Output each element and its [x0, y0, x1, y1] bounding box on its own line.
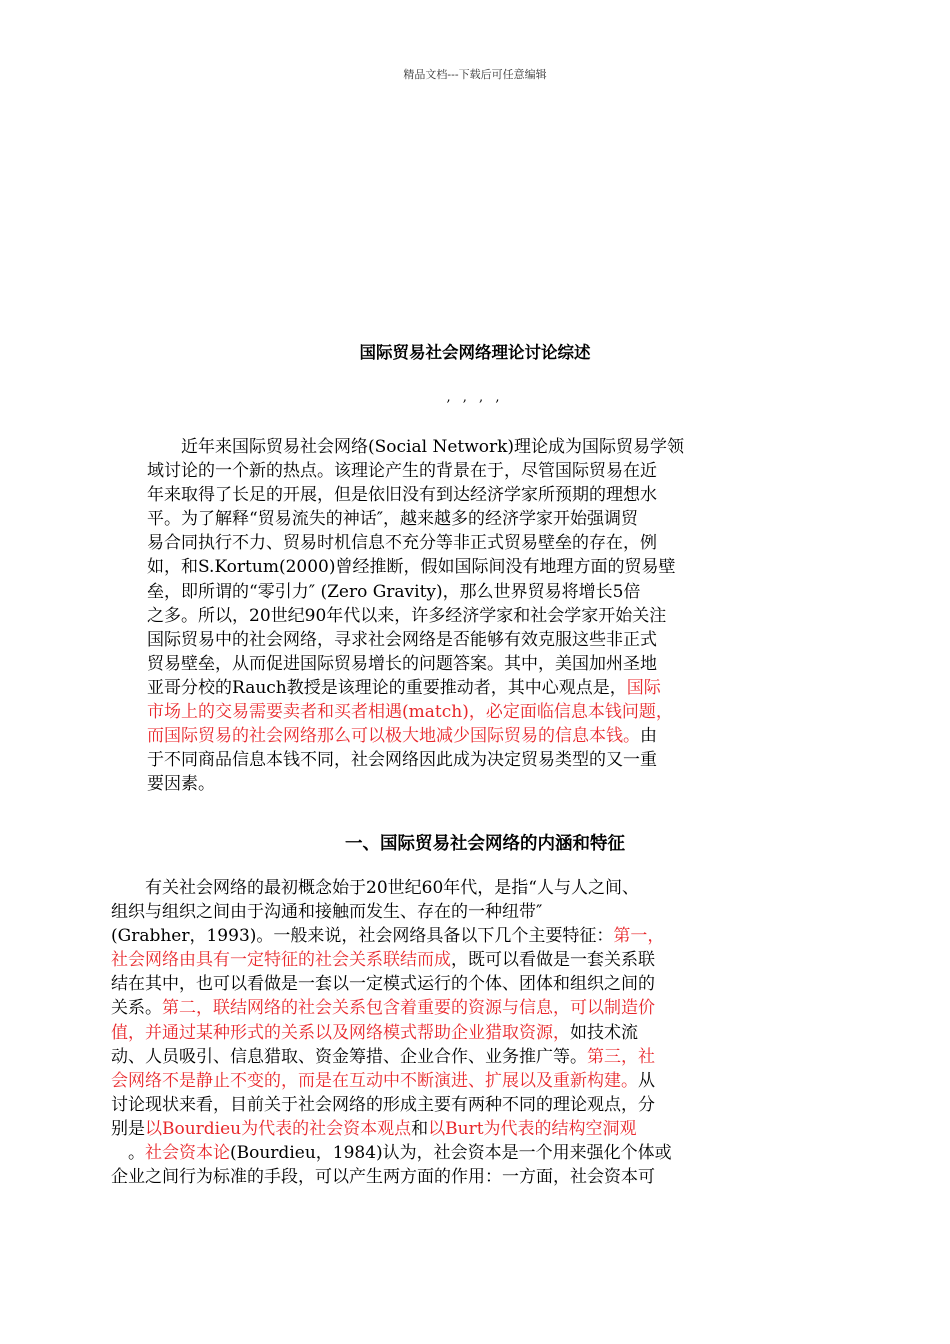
text-line	[111, 900, 811, 924]
text-line	[111, 1117, 811, 1141]
text-run: 垒，即所谓的“零引力″ (Zero Gravity)，那么世界贸易将增长5倍	[147, 581, 641, 602]
text-run: 之多。所以，20世纪90年代以来，许多经济学家和社会学家开始关注	[147, 605, 667, 626]
text-run: ，既可以看做是一套关系联	[451, 950, 655, 971]
text-line	[111, 948, 811, 972]
text-line	[111, 972, 811, 996]
text-run: 要因素。	[147, 774, 215, 795]
text-run: 别是	[111, 1118, 145, 1139]
text-run: 和	[411, 1118, 429, 1139]
highlighted-text: 会网络不是静止不变的，而是在互动中不断演进、扩展以及重新构建。	[111, 1070, 638, 1091]
highlighted-text: 市场上的交易需要卖者和买者相遇(match)，必定面临信息本钱问题，	[147, 702, 673, 723]
text-line	[147, 628, 807, 652]
text-line	[111, 924, 811, 948]
text-run: 平。为了解释“贸易流失的神话″，越来越多的经济学家开始强调贸	[147, 509, 639, 530]
text-line	[147, 724, 807, 748]
body-paragraph	[111, 876, 811, 1189]
text-line	[111, 1069, 811, 1093]
abstract-paragraph	[147, 435, 807, 796]
text-run: 如，和S.Kortum(2000)曾经推断，假如国际间没有地理方面的贸易壁	[147, 557, 676, 578]
highlighted-text: 值，并通过某种形式的关系以及网络模式帮助企业猎取资源，	[111, 1022, 570, 1043]
highlighted-text: 第一，	[613, 926, 665, 947]
text-run: 年来取得了长足的开展，但是依旧没有到达经济学家所预期的理想水	[147, 485, 657, 506]
highlighted-text: 社会网络由具有一定特征的社会关系联结而成	[111, 950, 451, 971]
highlighted-text: 第三，社	[587, 1046, 655, 1067]
text-run: 域讨论的一个新的热点。该理论产生的背景在于，尽管国际贸易在近	[147, 461, 657, 482]
text-line	[147, 580, 807, 604]
text-run: 亚哥分校的Rauch教授是该理论的重要推动者，其中心观点是，	[147, 677, 627, 698]
text-run: 国际贸易中的社会网络，寻求社会网络是否能够有效克服这些非正式	[147, 629, 657, 650]
highlighted-text: 而国际贸易的社会网络那么可以极大地减少国际贸易的信息本钱。	[147, 726, 640, 747]
text-line	[111, 1165, 811, 1189]
text-line	[147, 435, 807, 459]
text-line	[147, 700, 807, 724]
text-line	[111, 996, 811, 1020]
text-line	[111, 1021, 811, 1045]
section-heading-text: 一、国际贸易社会网络的内涵和特征	[345, 834, 625, 854]
highlighted-text: 以Burt为代表的结构空洞观	[428, 1118, 637, 1139]
text-run: 近年来国际贸易社会网络(Social Network)理论成为国际贸易学领	[147, 437, 685, 457]
text-run: 贸易壁垒，从而促进国际贸易增长的问题答案。其中，美国加州圣地	[147, 653, 657, 674]
text-line	[111, 1093, 811, 1117]
text-line	[147, 483, 807, 507]
authors-line: , , , ,	[446, 390, 504, 405]
document-title: 国际贸易社会网络理论讨论综述	[359, 343, 591, 362]
highlighted-text: 以Bourdieu为代表的社会资本观点	[145, 1118, 412, 1139]
text-run: 易合同执行不力、贸易时机信息不充分等非正式贸易壁垒的存在，例	[147, 533, 657, 554]
highlighted-text: 国际	[626, 677, 661, 698]
text-run: 企业之间行为标准的手段，可以产生两方面的作用：一方面，社会资本可	[111, 1167, 655, 1188]
text-run: (Bourdieu，1984)认为，社会资本是一个用来强化个体或	[230, 1143, 672, 1164]
text-run: 组织与组织之间由于沟通和接触而发生、存在的一种纽带″	[111, 902, 543, 923]
text-line	[111, 1141, 811, 1165]
text-run: 从	[638, 1070, 655, 1091]
text-line	[147, 507, 807, 531]
text-run: 。	[111, 1143, 145, 1164]
text-line	[147, 459, 807, 483]
text-run: 结在其中，也可以看做是一套以一定模式运行的个体、团体和组织之间的	[111, 974, 655, 995]
text-line	[147, 531, 807, 555]
text-line	[147, 555, 807, 579]
text-run: 由	[640, 726, 657, 747]
text-run: 于不同商品信息本钱不同，社会网络因此成为决定贸易类型的又一重	[147, 750, 657, 771]
text-run: (Grabher，1993)。一般来说，社会网络具备以下几个主要特征：	[111, 926, 614, 947]
text-line	[147, 652, 807, 676]
text-line	[111, 876, 811, 900]
text-line	[147, 604, 807, 628]
text-run: 如技术流	[570, 1022, 638, 1043]
text-line	[147, 676, 807, 700]
text-run: 有关社会网络的最初概念始于20世纪60年代，是指“人与人之间、	[111, 878, 639, 898]
page-header: 精品文档---下载后可任意编辑	[403, 68, 547, 81]
text-line	[147, 772, 807, 796]
text-line	[111, 1045, 811, 1069]
text-run: 动、人员吸引、信息猎取、资金筹措、企业合作、业务推广等。	[111, 1046, 587, 1067]
text-run: 关系。	[111, 998, 162, 1019]
highlighted-text: 社会资本论	[145, 1143, 230, 1164]
highlighted-text: 第二，联结网络的社会关系包含着重要的资源与信息，可以制造价	[162, 998, 655, 1019]
text-run: 讨论现状来看，目前关于社会网络的形成主要有两种不同的理论观点，分	[111, 1094, 655, 1115]
text-line	[147, 748, 807, 772]
